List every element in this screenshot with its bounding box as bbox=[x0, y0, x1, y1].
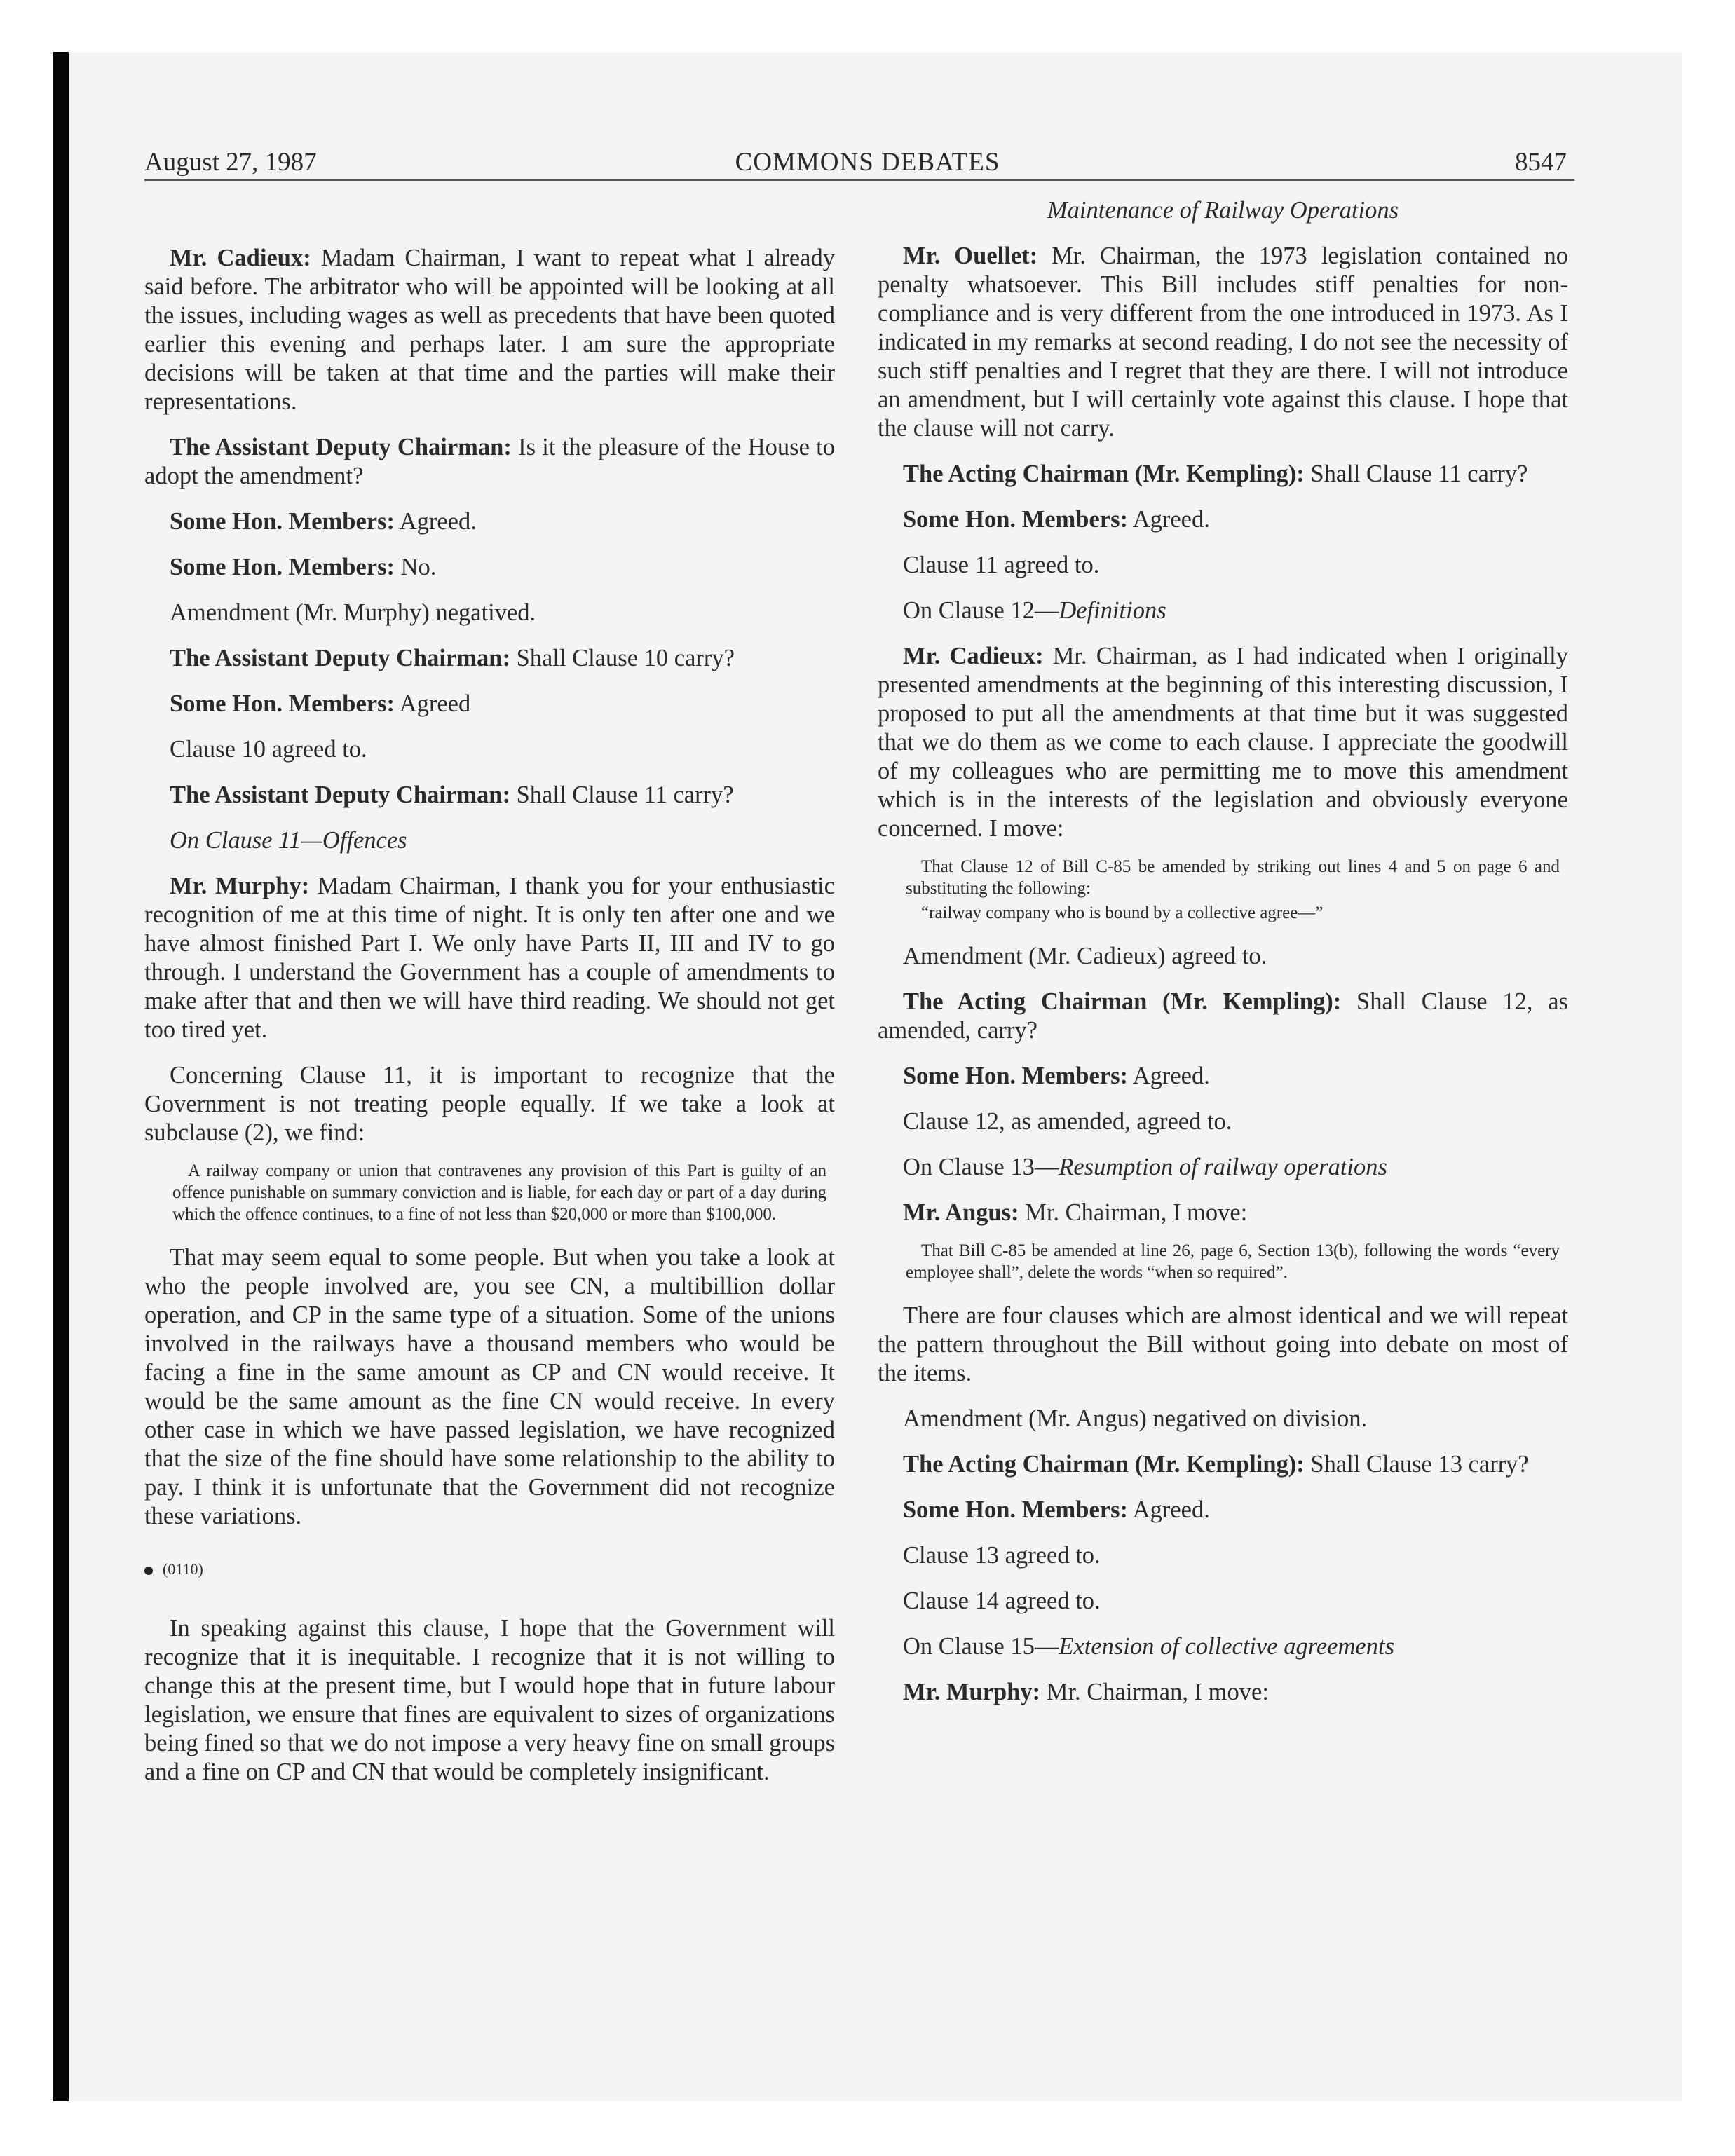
speaker-name: Some Hon. Members: bbox=[170, 508, 395, 535]
paragraph bbox=[878, 1199, 1568, 1227]
speaker-name: The Acting Chairman (Mr. Kempling): bbox=[903, 988, 1342, 1015]
speaker-name: Some Hon. Members: bbox=[170, 690, 395, 717]
right-column bbox=[878, 196, 1568, 1724]
paragraph bbox=[878, 1678, 1568, 1707]
procedural-note: Clause 10 agreed to. bbox=[170, 736, 367, 763]
procedural-note: Clause 13 agreed to. bbox=[903, 1542, 1101, 1569]
clause-prefix: On Clause 12— bbox=[903, 597, 1059, 624]
paragraph bbox=[878, 1450, 1568, 1479]
paragraph bbox=[144, 690, 835, 718]
speaker-name: The Assistant Deputy Chairman: bbox=[170, 434, 512, 460]
paragraph bbox=[144, 644, 835, 673]
time-marker-text: (0110) bbox=[163, 1560, 203, 1578]
speaker-name: The Assistant Deputy Chairman: bbox=[170, 645, 510, 671]
speech-text: Madam Chairman, I want to repeat what I already said before. The arbitrator who will be appointed will be looking at all the issues, including wages as well as precedents that have been quoted earlier this evening and perhaps later. I am sure the appropriate decisions will be taken at that time and the parties will make their representations. bbox=[144, 245, 835, 415]
speech-text: Mr. Chairman, the 1973 legislation contained no penalty whatsoever. This Bill includes stiff penalties for non-compliance and is very different from the one introduced in 1973. As I indicated in my remarks at second reading, I do not see the necessity of such stiff penalties and I regret that they are there. I will not introduce an amendment, but I will certainly vote against this clause. I hope that the clause will not carry. bbox=[878, 243, 1568, 442]
paragraph bbox=[878, 642, 1568, 843]
speech-text: Agreed. bbox=[1127, 506, 1210, 533]
speech-text: Agreed. bbox=[1127, 1496, 1210, 1523]
section-heading: Maintenance of Railway Operations bbox=[1047, 197, 1399, 224]
paragraph: There are four clauses which are almost identical and we will repeat the pattern throughout the Bill without going into debate on most of the items. bbox=[878, 1302, 1568, 1386]
clause-heading bbox=[878, 1632, 1568, 1661]
procedural-note: Amendment (Mr. Cadieux) agreed to. bbox=[903, 943, 1267, 969]
clause-heading: On Clause 11—Offences bbox=[170, 827, 407, 854]
speaker-name: The Assistant Deputy Chairman: bbox=[170, 782, 510, 808]
paragraph bbox=[878, 242, 1568, 443]
paragraph bbox=[144, 872, 835, 1044]
speech-text: Is it the pleasure of the House to adopt the amendment? bbox=[144, 434, 836, 489]
paragraph bbox=[878, 988, 1568, 1045]
speech-text: Agreed. bbox=[1127, 1063, 1210, 1089]
procedural-note: Amendment (Mr. Angus) negatived on division. bbox=[903, 1405, 1368, 1432]
bullet-icon bbox=[144, 1567, 153, 1575]
speaker-name: Mr. Ouellet: bbox=[903, 243, 1038, 269]
clause-title: Definitions bbox=[1059, 597, 1166, 624]
block-quote: “railway company who is bound by a collective agree—” bbox=[921, 903, 1324, 922]
header-rule bbox=[144, 179, 1574, 181]
speech-text: Shall Clause 12, as amended, carry? bbox=[878, 988, 1568, 1044]
block-quote: A railway company or union that contravenes any provision of this Part is guilty of an offence punishable on summary conviction and is liable, for each day or part of a day during which the offence continues, to a fine of not less than $20,000 or more than $100,000. bbox=[172, 1161, 826, 1224]
speech-text: No. bbox=[394, 554, 437, 580]
speaker-name: Some Hon. Members: bbox=[170, 554, 395, 580]
speaker-name: The Acting Chairman (Mr. Kempling): bbox=[903, 460, 1305, 487]
clause-heading bbox=[878, 1153, 1568, 1182]
speaker-name: Mr. Murphy: bbox=[903, 1679, 1041, 1705]
block-quote: That Clause 12 of Bill C-85 be amended by striking out lines 4 and 5 on page 6 and substituting the following: bbox=[906, 857, 1560, 898]
header-date: August 27, 1987 bbox=[144, 148, 317, 177]
paragraph bbox=[878, 460, 1568, 489]
speech-text: Madam Chairman, I thank you for your enthusiastic recognition of me at this time of night. It is only ten after one and we have almost finished Part I. We only have Parts II, III and IV to go through. I understand the Government has a couple of amendments to make after that and then we will have third reading. We should not get too tired yet. bbox=[144, 873, 835, 1043]
procedural-note: Clause 14 agreed to. bbox=[903, 1588, 1101, 1614]
paragraph: That may seem equal to some people. But when you take a look at who the people involved are, you see CN, a multibillion dollar operation, and CP in the same type of a situation. Some of the unions involved in the railways have a thousand members who would be facing a fine in the same amount as CP and CN would receive. It would be the same amount as the fine CN would receive. In every other case in which we have passed legislation, we have recognized that the size of the fine should have some relationship to the ability to pay. I think it is unfortunate that the Government did not recognize these variations. bbox=[144, 1244, 835, 1529]
paragraph: Concerning Clause 11, it is important to recognize that the Government is not treating people equally. If we take a look at subclause (2), we find: bbox=[144, 1062, 835, 1146]
procedural-note: Clause 11 agreed to. bbox=[903, 552, 1100, 578]
speech-text: Mr. Chairman, I move: bbox=[1019, 1199, 1248, 1226]
speech-text: Mr. Chairman, as I had indicated when I originally presented amendments at the beginning of this interesting discussion, I proposed to put all the amendments at that time but it was suggested that we do them as we come to each clause. I appreciate the goodwill of my colleagues who are permitting me to move this amendment which is in the interests of the legislation and obviously everyone concerned. I move: bbox=[878, 643, 1568, 842]
speaker-name: Some Hon. Members: bbox=[903, 1496, 1128, 1523]
clause-heading bbox=[878, 596, 1568, 625]
procedural-note: Amendment (Mr. Murphy) negatived. bbox=[170, 599, 536, 626]
paragraph bbox=[878, 505, 1568, 534]
paragraph: In speaking against this clause, I hope that the Government will recognize that it is inequitable. I recognize that it is not willing to change this at the present time, but I would hope that in future labour legislation, we ensure that fines are equivalent to sizes of organizations being fined so that we do not impose a very heavy fine on small groups and a fine on CP and CN that would be completely insignificant. bbox=[144, 1615, 835, 1785]
speaker-name: Mr. Cadieux: bbox=[170, 245, 311, 271]
paragraph bbox=[878, 1062, 1568, 1091]
clause-title: Resumption of railway operations bbox=[1059, 1154, 1387, 1180]
paragraph bbox=[144, 781, 835, 810]
paragraph bbox=[144, 433, 835, 491]
speaker-name: Mr. Cadieux: bbox=[903, 643, 1044, 669]
speech-text: Shall Clause 13 carry? bbox=[1304, 1451, 1529, 1478]
speaker-name: The Acting Chairman (Mr. Kempling): bbox=[903, 1451, 1305, 1478]
time-marker bbox=[144, 1555, 835, 1583]
speech-text: Agreed bbox=[394, 690, 471, 717]
clause-title: Extension of collective agreements bbox=[1059, 1633, 1394, 1660]
speaker-name: Some Hon. Members: bbox=[903, 506, 1128, 533]
left-column bbox=[144, 196, 835, 1803]
speaker-name: Mr. Angus: bbox=[903, 1199, 1019, 1226]
speech-text: Shall Clause 11 carry? bbox=[510, 782, 734, 808]
clause-prefix: On Clause 13— bbox=[903, 1154, 1059, 1180]
paragraph bbox=[878, 1496, 1568, 1524]
header-page-number: 8547 bbox=[1515, 148, 1567, 177]
block-quote: That Bill C-85 be amended at line 26, page 6, Section 13(b), following the words “every employee shall”, delete the words “when so required”. bbox=[906, 1241, 1560, 1282]
speaker-name: Some Hon. Members: bbox=[903, 1063, 1128, 1089]
clause-prefix: On Clause 15— bbox=[903, 1633, 1059, 1660]
speaker-name: Mr. Murphy: bbox=[170, 873, 310, 899]
paragraph bbox=[144, 507, 835, 536]
paragraph bbox=[144, 553, 835, 582]
header-title: COMMONS DEBATES bbox=[735, 148, 1000, 177]
scan-edge-shadow bbox=[53, 52, 69, 2101]
speech-text: Shall Clause 11 carry? bbox=[1304, 460, 1528, 487]
speech-text: Shall Clause 10 carry? bbox=[510, 645, 735, 671]
speech-text: Agreed. bbox=[394, 508, 477, 535]
paragraph bbox=[144, 244, 835, 416]
speech-text: Mr. Chairman, I move: bbox=[1040, 1679, 1269, 1705]
procedural-note: Clause 12, as amended, agreed to. bbox=[903, 1108, 1232, 1135]
